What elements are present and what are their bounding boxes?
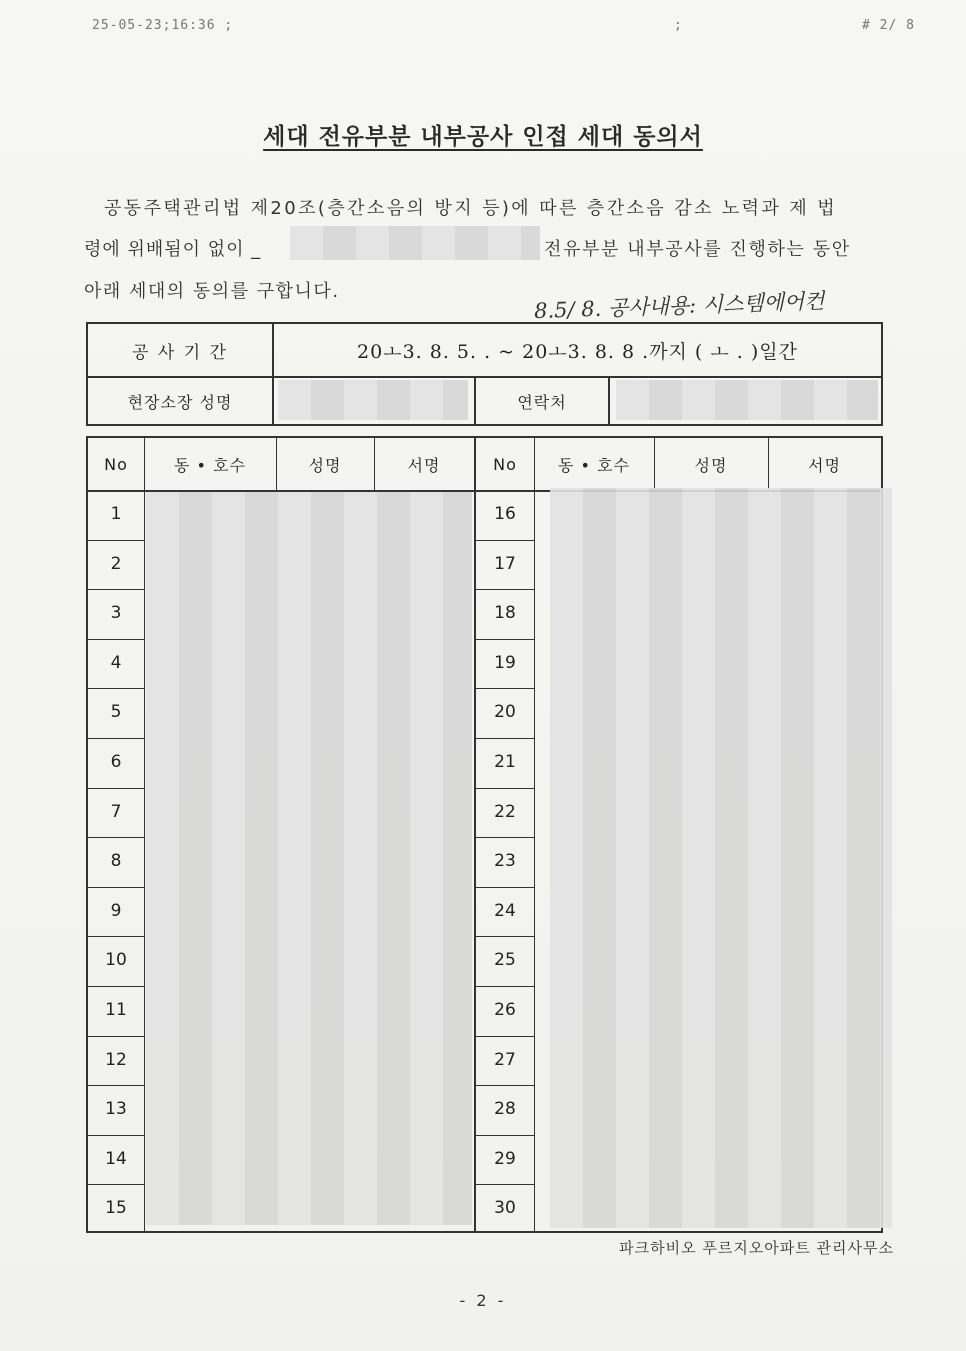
row-number-right: 30 bbox=[494, 1198, 516, 1219]
row-divider bbox=[88, 639, 144, 640]
construction-period-row bbox=[88, 324, 881, 378]
row-divider bbox=[88, 986, 144, 987]
row-divider bbox=[88, 540, 144, 541]
row-number-left: 13 bbox=[105, 1099, 127, 1120]
redacted-contact-number bbox=[616, 380, 878, 420]
row-number-left: 15 bbox=[105, 1198, 127, 1219]
row-divider bbox=[476, 1036, 534, 1037]
row-divider bbox=[476, 936, 534, 937]
fax-header-page: # 2/ 8 bbox=[862, 18, 915, 33]
row-divider bbox=[88, 788, 144, 789]
row-number-right: 21 bbox=[494, 752, 516, 772]
row-number-right: 19 bbox=[494, 652, 516, 673]
consent-table bbox=[86, 436, 883, 1233]
redacted-manager-name bbox=[278, 380, 468, 420]
paragraph-line-1: 공동주택관리법 제20조(층간소음의 방지 등)에 따른 층간소음 감소 노력과 제 법 bbox=[104, 198, 838, 219]
row-divider bbox=[476, 1085, 534, 1086]
row-divider bbox=[476, 688, 534, 689]
row-number-right: 17 bbox=[494, 553, 516, 574]
row-number-left: 5 bbox=[110, 702, 122, 723]
redacted-unit-address bbox=[290, 226, 540, 260]
row-number-left: 8 bbox=[110, 851, 122, 872]
header-unit-left: 동 • 호수 bbox=[174, 455, 246, 475]
header-signature-right: 서명 bbox=[808, 455, 841, 475]
handwritten-note: 8.5/ 8. 공사내용: 시스템에어컨 bbox=[533, 288, 825, 324]
header-no-right: No bbox=[493, 454, 517, 474]
document-title-text: 세대 전유부분 내부공사 인접 세대 동의서 bbox=[263, 124, 703, 150]
row-number-left: 4 bbox=[110, 652, 122, 673]
row-divider bbox=[476, 639, 534, 640]
row-divider bbox=[88, 738, 144, 739]
row-divider bbox=[476, 788, 534, 789]
header-no-left: No bbox=[104, 454, 128, 474]
paragraph-line-2-end: 전유부분 내부공사를 진행하는 동안 bbox=[544, 239, 851, 260]
row-number-left: 6 bbox=[110, 752, 122, 772]
row-number-left: 11 bbox=[105, 1000, 127, 1020]
row-divider bbox=[476, 887, 534, 888]
row-divider bbox=[88, 936, 144, 937]
fax-header-timestamp: 25-05-23;16:36 ; bbox=[92, 18, 234, 33]
issuer-footer: 파크하비오 푸르지오아파트 관리사무소 bbox=[619, 1239, 894, 1257]
row-divider bbox=[476, 1135, 534, 1136]
row-number-left: 7 bbox=[110, 801, 122, 822]
document-title bbox=[0, 118, 966, 151]
redacted-right-entries bbox=[550, 488, 892, 1228]
redacted-left-entries bbox=[146, 492, 472, 1225]
fax-header-separator: ; bbox=[674, 18, 683, 33]
header-name-right: 성명 bbox=[694, 455, 728, 475]
row-number-right: 26 bbox=[494, 1000, 516, 1020]
consent-table-header bbox=[88, 438, 881, 492]
row-number-left: 3 bbox=[110, 603, 122, 624]
row-divider bbox=[476, 986, 534, 987]
row-number-left: 14 bbox=[105, 1148, 127, 1169]
row-divider bbox=[88, 887, 144, 888]
row-number-left: 1 bbox=[110, 504, 122, 524]
construction-period-value: 20ㅗ3. 8. 5. . ~ 20ㅗ3. 8. 8 .까지 ( ㅗ . )일간 bbox=[357, 340, 798, 363]
row-number-right: 25 bbox=[494, 950, 516, 971]
paragraph-line-2-start: 령에 위배됨이 없이 _ bbox=[84, 239, 262, 260]
header-signature-left: 서명 bbox=[407, 455, 441, 475]
construction-period-label: 공 사 기 간 bbox=[132, 342, 228, 363]
row-number-left: 10 bbox=[105, 950, 127, 971]
row-divider bbox=[88, 688, 144, 689]
row-divider bbox=[476, 589, 534, 590]
header-unit-right: 동 • 호수 bbox=[558, 455, 630, 475]
row-number-right: 29 bbox=[494, 1148, 516, 1169]
row-number-right: 18 bbox=[494, 603, 516, 624]
page-number: - 2 - bbox=[459, 1291, 507, 1310]
row-divider bbox=[476, 738, 534, 739]
row-divider bbox=[88, 1085, 144, 1086]
row-divider bbox=[88, 1135, 144, 1136]
row-number-right: 27 bbox=[494, 1049, 516, 1070]
row-divider bbox=[88, 837, 144, 838]
construction-info-box bbox=[86, 322, 883, 426]
row-number-right: 24 bbox=[494, 900, 516, 921]
row-divider bbox=[476, 540, 534, 541]
row-number-right: 23 bbox=[494, 851, 516, 872]
header-name-left: 성명 bbox=[308, 455, 342, 475]
row-divider bbox=[476, 837, 534, 838]
row-number-left: 9 bbox=[110, 900, 122, 921]
row-divider bbox=[88, 589, 144, 590]
row-number-right: 22 bbox=[494, 801, 516, 822]
row-number-left: 2 bbox=[110, 553, 122, 574]
site-manager-label: 현장소장 성명 bbox=[127, 392, 233, 412]
row-number-right: 28 bbox=[494, 1099, 516, 1120]
contact-label: 연락처 bbox=[517, 392, 567, 412]
row-divider bbox=[476, 1184, 534, 1185]
row-number-left: 12 bbox=[105, 1049, 127, 1070]
row-number-right: 20 bbox=[494, 702, 516, 723]
row-divider bbox=[88, 1184, 144, 1185]
paragraph-line-3: 아래 세대의 동의를 구합니다. bbox=[84, 281, 340, 302]
row-number-right: 16 bbox=[494, 504, 516, 524]
manager-row bbox=[88, 376, 881, 426]
row-divider bbox=[88, 1036, 144, 1037]
